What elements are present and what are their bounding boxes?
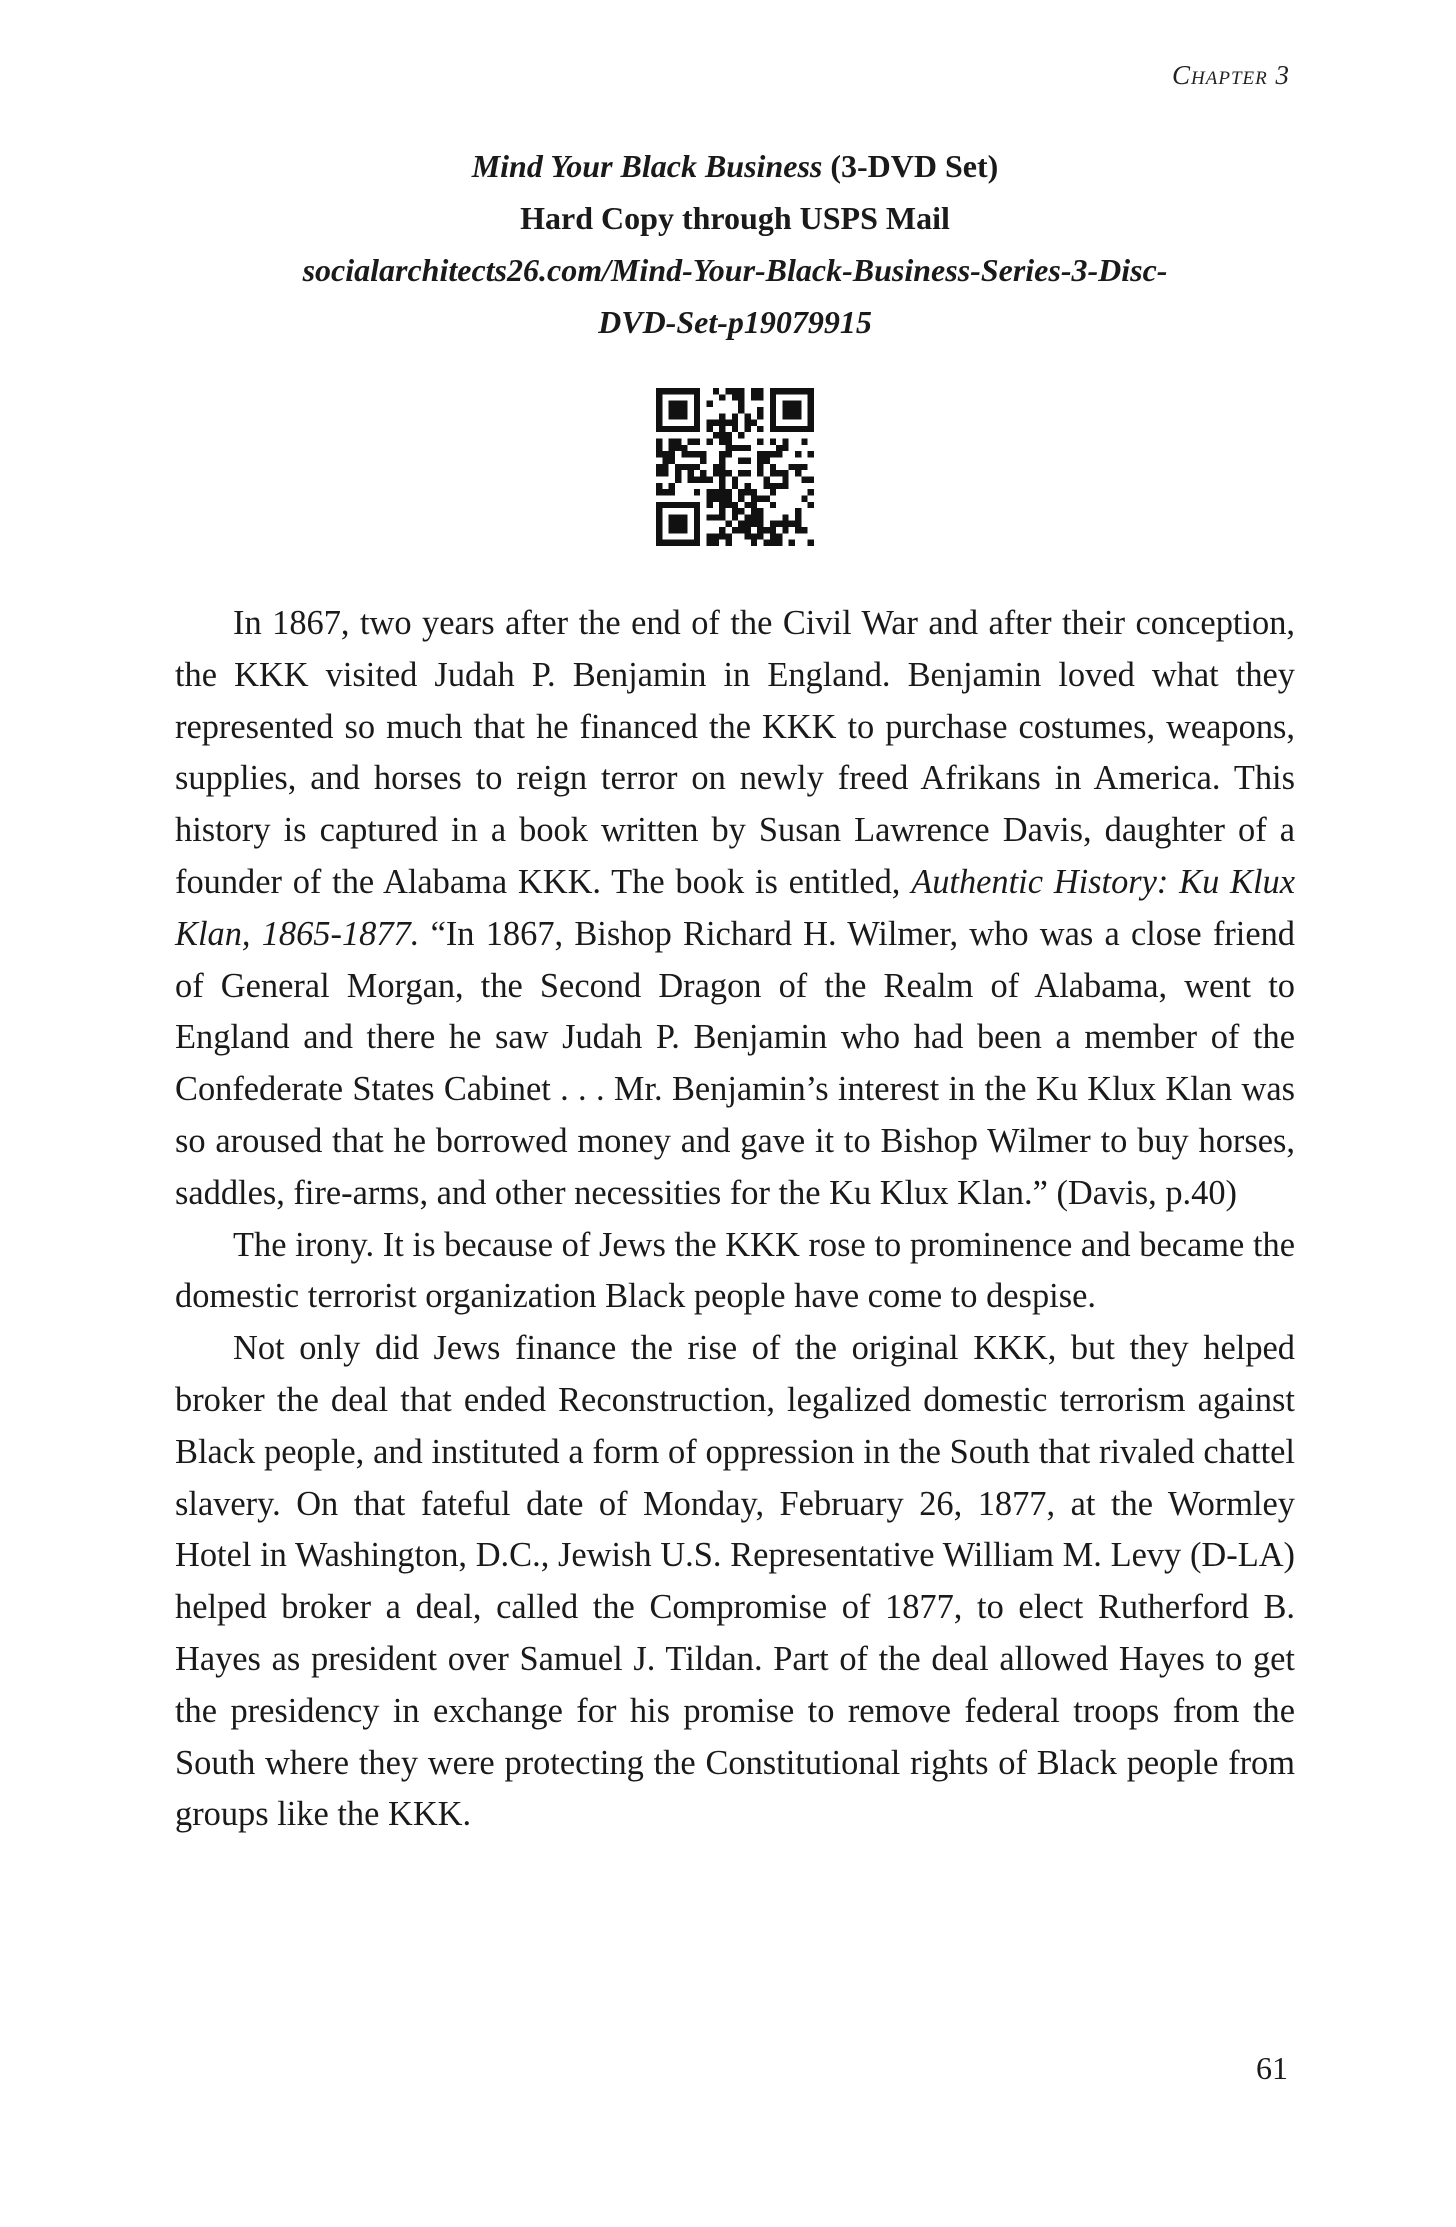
qr-module	[675, 439, 681, 445]
qr-module	[726, 388, 732, 394]
qr-module	[744, 527, 750, 533]
qr-module	[694, 451, 700, 457]
qr-module	[770, 483, 776, 489]
qr-module	[713, 464, 719, 470]
qr-module	[744, 445, 750, 451]
qr-module	[801, 495, 807, 501]
qr-module	[744, 426, 750, 432]
qr-module	[700, 458, 706, 464]
promo-url-line-2[interactable]: DVD-Set-p19079915	[598, 304, 872, 340]
qr-module	[713, 420, 719, 426]
qr-module	[763, 495, 769, 501]
qr-module	[713, 489, 719, 495]
qr-module	[681, 445, 687, 451]
qr-module	[732, 420, 738, 426]
qr-module	[656, 439, 662, 445]
qr-module	[763, 476, 769, 482]
qr-module	[719, 483, 725, 489]
qr-module	[751, 521, 757, 527]
qr-module	[782, 439, 788, 445]
qr-module	[732, 514, 738, 520]
qr-module	[713, 388, 719, 394]
qr-module	[751, 394, 757, 400]
qr-module	[719, 470, 725, 476]
qr-module	[719, 458, 725, 464]
qr-module	[751, 489, 757, 495]
qr-module	[751, 420, 757, 426]
qr-module	[681, 464, 687, 470]
qr-module	[738, 527, 744, 533]
qr-module	[707, 514, 713, 520]
qr-module	[751, 502, 757, 508]
qr-module	[688, 451, 694, 457]
qr-module	[713, 495, 719, 501]
qr-module	[757, 514, 763, 520]
qr-module	[757, 521, 763, 527]
qr-module	[726, 533, 732, 539]
qr-module	[795, 470, 801, 476]
qr-module	[744, 470, 750, 476]
running-head	[1172, 60, 1290, 91]
qr-module	[719, 439, 725, 445]
qr-module	[669, 483, 675, 489]
book-title: Authentic History: Ku Klux Klan, 1865-1877.	[175, 862, 1295, 953]
qr-module	[688, 470, 694, 476]
qr-module	[744, 413, 750, 419]
qr-module	[770, 533, 776, 539]
qr-module	[694, 476, 700, 482]
qr-module	[763, 527, 769, 533]
qr-module	[757, 464, 763, 470]
qr-module	[707, 495, 713, 501]
qr-module	[700, 451, 706, 457]
qr-module	[656, 483, 662, 489]
promo-title-italic: Mind Your Black Business	[471, 148, 823, 184]
qr-module	[719, 426, 725, 432]
qr-module	[801, 527, 807, 533]
qr-module	[719, 502, 725, 508]
promo-url-line-1[interactable]: socialarchitects26.com/Mind-Your-Black-Business-Series-3-Disc-	[302, 252, 1168, 288]
qr-module	[795, 514, 801, 520]
qr-module	[782, 476, 788, 482]
qr-module	[770, 521, 776, 527]
qr-module	[776, 540, 782, 546]
qr-module	[776, 521, 782, 527]
qr-module	[719, 476, 725, 482]
qr-module	[801, 476, 807, 482]
qr-module	[757, 394, 763, 400]
qr-module	[757, 413, 763, 419]
qr-module	[738, 495, 744, 501]
qr-module	[770, 470, 776, 476]
qr-module	[688, 439, 694, 445]
qr-module	[776, 483, 782, 489]
qr-module	[795, 464, 801, 470]
qr-module	[719, 527, 725, 533]
qr-module	[789, 521, 795, 527]
qr-module	[662, 470, 668, 476]
qr-module	[782, 521, 788, 527]
qr-module	[738, 508, 744, 514]
qr-module	[782, 445, 788, 451]
qr-module	[757, 495, 763, 501]
paragraph-1	[175, 598, 1295, 1220]
qr-module	[770, 527, 776, 533]
qr-module	[795, 521, 801, 527]
qr-module	[738, 489, 744, 495]
qr-module	[751, 388, 757, 394]
qr-module	[738, 407, 744, 413]
qr-module	[744, 533, 750, 539]
qr-module	[726, 495, 732, 501]
qr-module	[795, 508, 801, 514]
qr-module	[782, 514, 788, 520]
qr-module	[669, 439, 675, 445]
promo-subtitle: Hard Copy through USPS Mail	[520, 200, 950, 236]
qr-module	[662, 464, 668, 470]
qr-module	[738, 521, 744, 527]
qr-module	[751, 508, 757, 514]
qr-module	[688, 476, 694, 482]
qr-module	[757, 407, 763, 413]
qr-module	[662, 458, 668, 464]
qr-module	[757, 439, 763, 445]
qr-module	[757, 508, 763, 514]
qr-module	[776, 451, 782, 457]
qr-module	[656, 451, 662, 457]
qr-module	[719, 432, 725, 438]
qr-module	[707, 426, 713, 432]
qr-module	[726, 489, 732, 495]
qr-module	[757, 458, 763, 464]
qr-module	[795, 451, 801, 457]
qr-module	[726, 432, 732, 438]
qr-module	[738, 388, 744, 394]
qr-module	[744, 420, 750, 426]
qr-module	[713, 533, 719, 539]
qr-module	[719, 489, 725, 495]
qr-module	[770, 489, 776, 495]
qr-module	[732, 388, 738, 394]
qr-module	[688, 464, 694, 470]
qr-module	[732, 445, 738, 451]
qr-module	[713, 432, 719, 438]
qr-module	[789, 464, 795, 470]
qr-module	[707, 489, 713, 495]
qr-module	[738, 432, 744, 438]
qr-module	[669, 458, 675, 464]
qr-module	[776, 445, 782, 451]
qr-module	[662, 489, 668, 495]
qr-module	[719, 508, 725, 514]
running-head-text: Chapter 3	[1172, 60, 1290, 90]
promo-title-rest: (3-DVD Set)	[822, 148, 999, 184]
qr-module	[763, 483, 769, 489]
qr-module	[763, 458, 769, 464]
qr-module	[713, 540, 719, 546]
qr-module	[726, 445, 732, 451]
qr-module	[751, 540, 757, 546]
qr-module	[782, 483, 788, 489]
qr-module	[744, 489, 750, 495]
dvd-promo-block	[175, 140, 1295, 348]
qr-module	[694, 489, 700, 495]
qr-module	[662, 451, 668, 457]
paragraph-3: Not only did Jews finance the rise of the original KKK, but they helped broker the deal that ended Reconstruction, legalized domestic terrorism against Black people, and instituted a form of oppression in the South that rivaled chattel slavery. On that fateful date of Monday, February 26, 1877, at the Wormley Hotel in Washington, D.C., Jewish U.S. Representative William M. Levy (D-LA) helped broker a deal, called the Compromise of 1877, to elect Rutherford B. Hayes as president over Samuel J. Tildan. Part of the deal allowed Hayes to get the presidency in exchange for his promise to remove federal troops from the South where they were protecting the Constitutional rights of Black people from groups like the KKK.	[175, 1329, 1295, 1834]
qr-module	[656, 464, 662, 470]
qr-module	[732, 476, 738, 482]
qr-module	[656, 445, 662, 451]
qr-module	[738, 445, 744, 451]
qr-module	[738, 394, 744, 400]
qr-module	[808, 489, 814, 495]
qr-module	[808, 476, 814, 482]
qr-module	[726, 451, 732, 457]
qr-module	[719, 420, 725, 426]
qr-module	[744, 458, 750, 464]
qr-module	[770, 502, 776, 508]
qr-module	[757, 426, 763, 432]
qr-module	[675, 470, 681, 476]
qr-module	[757, 527, 763, 533]
qr-module	[757, 470, 763, 476]
qr-module	[719, 413, 725, 419]
qr-module	[700, 476, 706, 482]
body-text	[175, 598, 1295, 1841]
qr-module	[770, 439, 776, 445]
qr-module	[669, 451, 675, 457]
qr-module	[757, 388, 763, 394]
qr-module	[707, 540, 713, 546]
qr-module	[732, 502, 738, 508]
qr-module	[713, 514, 719, 520]
qr-code-icon[interactable]	[656, 388, 814, 546]
qr-module	[782, 470, 788, 476]
qr-module	[732, 483, 738, 489]
qr-module	[744, 502, 750, 508]
qr-module	[732, 527, 738, 533]
qr-module	[732, 426, 738, 432]
qr-module	[789, 540, 795, 546]
qr-module	[751, 533, 757, 539]
qr-module	[675, 464, 681, 470]
qr-module	[770, 540, 776, 546]
qr-module	[776, 470, 782, 476]
qr-module	[808, 540, 814, 546]
qr-module	[732, 508, 738, 514]
paragraph-1-part-a: In 1867, two years after the end of the Civil War and after their conception, the KKK visited Judah P. Benjamin in England. Benjamin loved what they represented so much that he financed the KKK to purchase costumes, weapons, supplies, and horses to reign terror on newly freed Afrikans in America. This history is captured in a book written by Susan Lawrence Davis, daughter of a founder of the Alabama KKK. The book is entitled,	[175, 604, 1295, 901]
qr-module	[669, 445, 675, 451]
qr-module	[675, 476, 681, 482]
qr-module	[738, 401, 744, 407]
qr-module	[707, 439, 713, 445]
qr-module	[738, 470, 744, 476]
qr-module	[757, 451, 763, 457]
qr-module	[801, 439, 807, 445]
qr-module	[726, 420, 732, 426]
qr-module	[713, 470, 719, 476]
promo-title	[175, 140, 1295, 192]
qr-module	[656, 470, 662, 476]
qr-module	[744, 521, 750, 527]
qr-module	[763, 451, 769, 457]
qr-module	[719, 464, 725, 470]
qr-module	[656, 489, 662, 495]
qr-module	[726, 540, 732, 546]
qr-module	[726, 521, 732, 527]
qr-module	[770, 464, 776, 470]
qr-module	[763, 540, 769, 546]
qr-module	[732, 394, 738, 400]
qr-module	[700, 470, 706, 476]
qr-module	[726, 439, 732, 445]
qr-module	[707, 502, 713, 508]
qr-module	[732, 413, 738, 419]
qr-module	[808, 502, 814, 508]
page-number: 61	[1256, 2050, 1288, 2086]
qr-module	[694, 439, 700, 445]
qr-module	[707, 420, 713, 426]
qr-module	[707, 401, 713, 407]
qr-module	[719, 394, 725, 400]
qr-module	[719, 451, 725, 457]
qr-module	[707, 476, 713, 482]
qr-module	[726, 502, 732, 508]
qr-module	[675, 445, 681, 451]
qr-module	[707, 533, 713, 539]
qr-module	[744, 483, 750, 489]
qr-module	[757, 533, 763, 539]
qr-module	[719, 514, 725, 520]
paragraph-1-part-b: “In 1867, Bishop Richard H. Wilmer, who was a close friend of General Morgan, the Second Dragon of the Realm of Alabama, went to England and there he saw Judah P. Benjamin who had been a member of the Confederate States Cabinet . . . Mr. Benjamin’s interest in the Ku Klux Klan was so aroused that he borrowed money and gave it to Bishop Wilmer to buy horses, saddles, fire-arms, and other necessities for the Ku Klux Klan.” (Davis, p.40)	[175, 914, 1295, 1212]
paragraph-2: The irony. It is because of Jews the KKK rose to prominence and became the domestic terrorist organization Black people have come to despise.	[175, 1225, 1295, 1316]
qr-module	[719, 495, 725, 501]
qr-module	[808, 451, 814, 457]
qr-module	[719, 533, 725, 539]
qr-module	[726, 470, 732, 476]
qr-module	[738, 458, 744, 464]
qr-module	[782, 527, 788, 533]
qr-module	[801, 464, 807, 470]
qr-module	[669, 489, 675, 495]
qr-module	[751, 514, 757, 520]
qr-module	[694, 464, 700, 470]
qr-module	[770, 451, 776, 457]
qr-module	[681, 451, 687, 457]
qr-module	[776, 533, 782, 539]
qr-module	[751, 495, 757, 501]
qr-module	[795, 527, 801, 533]
qr-module	[744, 514, 750, 520]
